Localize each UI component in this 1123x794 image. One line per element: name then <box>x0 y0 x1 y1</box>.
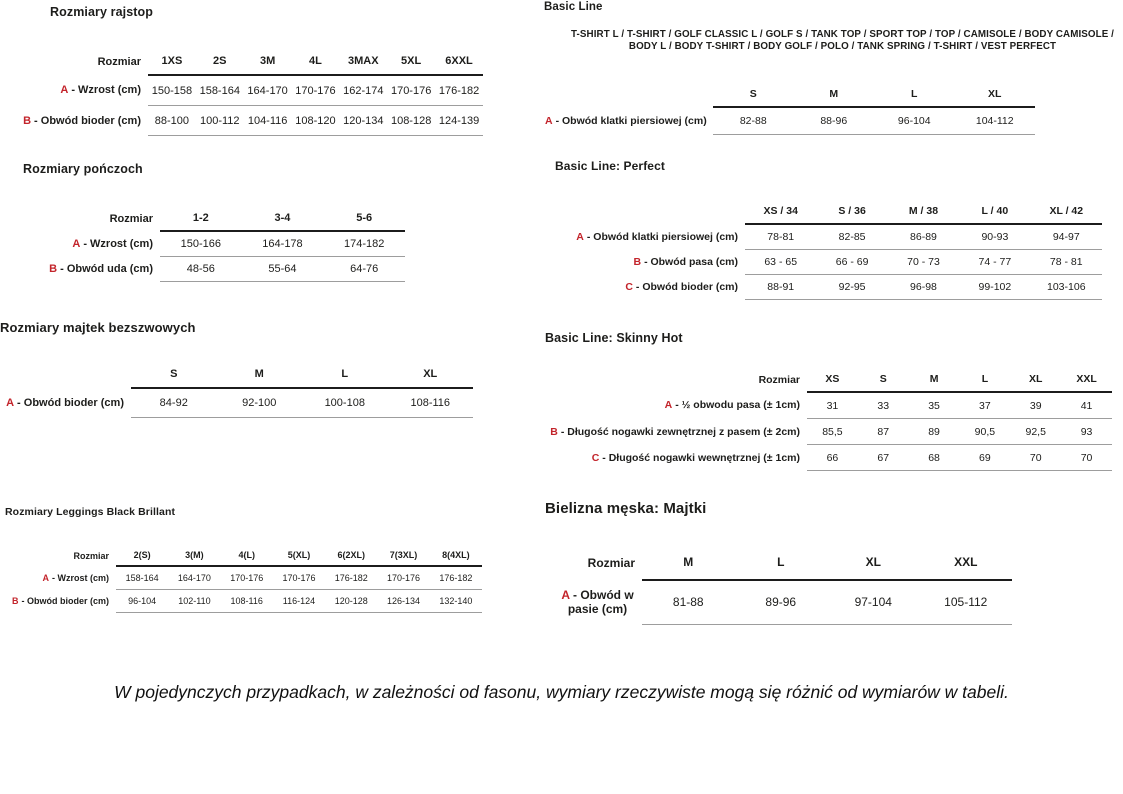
section-bielizna-meska-majtki <box>540 500 1123 625</box>
size-value-cell: 55-64 <box>242 257 324 282</box>
size-value-cell: 108-116 <box>388 388 474 418</box>
size-value-cell: 82-85 <box>816 224 887 250</box>
size-value-cell: 108-128 <box>387 106 435 136</box>
section-basic-line-perfect <box>540 159 1123 300</box>
row-label <box>545 419 807 445</box>
size-column-header: 5-6 <box>323 212 405 231</box>
size-value-cell: 96-104 <box>116 590 168 613</box>
table-row <box>3 75 483 106</box>
size-column-header: XS <box>807 373 858 392</box>
size-value-cell: 150-158 <box>148 75 196 106</box>
section-basic-line <box>540 1 1123 135</box>
size-column-header: 1-2 <box>160 212 242 231</box>
size-table-perfect <box>548 205 1102 300</box>
header-row <box>0 368 473 388</box>
size-value-cell: 108-120 <box>292 106 340 136</box>
size-value-cell: 35 <box>909 392 960 419</box>
table-row <box>545 445 1112 471</box>
size-value-cell: 90-93 <box>959 224 1030 250</box>
size-value-cell: 67 <box>858 445 909 471</box>
section-title: Basic Line <box>544 1 603 13</box>
size-value-cell: 68 <box>909 445 960 471</box>
size-value-cell: 39 <box>1010 392 1061 419</box>
row-label-text: - Obwód w pasie (cm) <box>567 588 634 616</box>
size-value-cell: 93 <box>1061 419 1112 445</box>
section-rozmiary-rajstop <box>0 5 525 136</box>
section-title: Bielizna męska: Majtki <box>545 500 707 517</box>
row-letter: B <box>633 256 642 268</box>
size-column-header: 8(4XL) <box>430 550 482 566</box>
size-value-cell: 120-128 <box>325 590 377 613</box>
header-rozmiar-label: Rozmiar <box>758 373 800 386</box>
left-column <box>0 0 525 660</box>
header-rozmiar-label: Rozmiar <box>587 555 635 570</box>
size-column-header: L <box>874 88 955 107</box>
size-value-cell: 96-98 <box>888 275 959 300</box>
size-value-cell: 170-176 <box>387 75 435 106</box>
size-value-cell: 116-124 <box>273 590 325 613</box>
size-table-skinny-hot <box>545 373 1112 471</box>
header-row <box>15 212 405 231</box>
row-label <box>15 231 160 257</box>
size-value-cell: 70 <box>1010 445 1061 471</box>
row-label-text: - ½ obwodu pasa (± 1cm) <box>675 399 800 412</box>
section-rozmiary-leggings <box>0 506 525 613</box>
size-value-cell: 41 <box>1061 392 1112 419</box>
size-value-cell: 92-100 <box>217 388 303 418</box>
size-table-ponczochy <box>15 212 405 282</box>
size-value-cell: 100-108 <box>302 388 388 418</box>
size-column-header: S / 36 <box>816 205 887 224</box>
right-column <box>540 0 1123 660</box>
section-title: Rozmiary majtek bezszwowych <box>0 320 196 335</box>
row-label-text: - Obwód pasa (cm) <box>644 256 738 268</box>
size-value-cell: 104-112 <box>955 107 1036 135</box>
size-value-cell: 85,5 <box>807 419 858 445</box>
row-label <box>545 107 713 135</box>
size-value-cell: 99-102 <box>959 275 1030 300</box>
header-row <box>545 88 1035 107</box>
row-label <box>548 250 745 275</box>
size-table-basic-line <box>545 88 1035 135</box>
row-label-text: - Obwód bioder (cm) <box>635 281 738 293</box>
size-column-header: S <box>713 88 794 107</box>
size-value-cell: 88-96 <box>794 107 875 135</box>
row-label-text: - Obwód bioder (cm) <box>34 114 141 127</box>
row-letter: A <box>576 230 584 243</box>
size-column-header: 2S <box>196 55 244 75</box>
size-value-cell: 170-176 <box>292 75 340 106</box>
size-column-header: 6(2XL) <box>325 550 377 566</box>
row-label-text: - Wzrost (cm) <box>52 572 109 583</box>
size-value-cell: 104-116 <box>244 106 292 136</box>
header-rozmiar-label <box>0 368 131 388</box>
size-value-cell: 78-81 <box>745 224 816 250</box>
size-value-cell: 66 <box>807 445 858 471</box>
size-value-cell: 78 - 81 <box>1031 250 1102 275</box>
section-title: Rozmiary rajstop <box>50 5 154 19</box>
size-column-header: M <box>909 373 960 392</box>
size-value-cell: 97-104 <box>827 580 920 624</box>
header-row <box>3 55 483 75</box>
row-label-text: - Obwód bioder (cm) <box>21 596 109 606</box>
size-column-header: 4(L) <box>221 550 273 566</box>
size-value-cell: 170-176 <box>273 566 325 590</box>
size-column-header: S <box>858 373 909 392</box>
size-column-header: XL / 42 <box>1031 205 1102 224</box>
size-value-cell: 164-170 <box>168 566 220 590</box>
row-letter: A <box>60 84 69 97</box>
table-row <box>3 106 483 136</box>
size-column-header: S <box>131 368 217 388</box>
table-row <box>15 257 405 282</box>
table-row <box>4 566 482 590</box>
size-value-cell: 94-97 <box>1031 224 1102 250</box>
row-letter: C <box>625 281 633 293</box>
row-label <box>557 580 642 624</box>
header-row <box>548 205 1102 224</box>
section-title: Rozmiary Leggings Black Brillant <box>5 506 176 518</box>
row-label-text: - Wzrost (cm) <box>83 237 153 250</box>
size-value-cell: 89 <box>909 419 960 445</box>
table-row <box>0 388 473 418</box>
size-value-cell: 92,5 <box>1010 419 1061 445</box>
size-column-header: 1XS <box>148 55 196 75</box>
table-row <box>548 224 1102 250</box>
size-column-header: M <box>642 555 735 580</box>
size-value-cell: 158-164 <box>116 566 168 590</box>
row-label <box>4 590 116 613</box>
size-column-header: XS / 34 <box>745 205 816 224</box>
size-value-cell: 100-112 <box>196 106 244 136</box>
table-row <box>15 231 405 257</box>
size-column-header: L <box>735 555 828 580</box>
header-row <box>545 373 1112 392</box>
size-value-cell: 31 <box>807 392 858 419</box>
row-label <box>545 392 807 419</box>
size-column-header: XL <box>827 555 920 580</box>
size-value-cell: 164-178 <box>242 231 324 257</box>
section-rozmiary-ponczoch <box>0 162 525 282</box>
size-column-header: 3MAX <box>339 55 387 75</box>
size-table-majtki-bezszwowe <box>0 368 473 418</box>
size-column-header: L / 40 <box>959 205 1030 224</box>
table-row <box>548 250 1102 275</box>
size-column-header: 4L <box>292 55 340 75</box>
size-value-cell: 37 <box>959 392 1010 419</box>
size-table-majtki-meskie <box>557 555 1012 625</box>
size-column-header: M <box>794 88 875 107</box>
table-row <box>557 580 1012 624</box>
table-row <box>545 392 1112 419</box>
size-value-cell: 150-166 <box>160 231 242 257</box>
size-column-header: XXL <box>1061 373 1112 392</box>
size-value-cell: 64-76 <box>323 257 405 282</box>
footer-note: W pojedynczych przypadkach, w zależności od fasonu, wymiary rzeczywiste mogą się różnić od wymiarów w tabeli. <box>114 682 1009 702</box>
row-label-text: - Długość nogawki zewnętrznej z pasem (± 2cm) <box>560 425 800 438</box>
size-value-cell: 89-96 <box>735 580 828 624</box>
size-column-header: 3(M) <box>168 550 220 566</box>
size-value-cell: 82-88 <box>713 107 794 135</box>
size-column-header: 7(3XL) <box>377 550 429 566</box>
size-value-cell: 170-176 <box>221 566 273 590</box>
header-rozmiar-label: Rozmiar <box>109 212 153 225</box>
row-letter: C <box>591 451 600 464</box>
size-value-cell: 92-95 <box>816 275 887 300</box>
row-letter: A <box>664 399 673 412</box>
header-row <box>4 550 482 566</box>
size-value-cell: 96-104 <box>874 107 955 135</box>
size-value-cell: 176-182 <box>430 566 482 590</box>
row-label <box>0 388 131 418</box>
row-letter: B <box>12 596 19 606</box>
size-column-header: L <box>302 368 388 388</box>
size-value-cell: 108-116 <box>221 590 273 613</box>
size-value-cell: 88-100 <box>148 106 196 136</box>
row-letter: A <box>545 114 553 127</box>
size-value-cell: 90,5 <box>959 419 1010 445</box>
section-title: Basic Line: Perfect <box>555 159 665 173</box>
size-value-cell: 74 - 77 <box>959 250 1030 275</box>
header-rozmiar-label: Rozmiar <box>73 550 109 561</box>
size-value-cell: 103-106 <box>1031 275 1102 300</box>
row-label <box>548 224 745 250</box>
size-value-cell: 105-112 <box>920 580 1013 624</box>
size-value-cell: 176-182 <box>435 75 483 106</box>
table-row <box>545 107 1035 135</box>
table-row <box>545 419 1112 445</box>
table-row <box>548 275 1102 300</box>
size-value-cell: 48-56 <box>160 257 242 282</box>
header-rozmiar-label: Rozmiar <box>97 55 141 68</box>
row-label <box>3 75 148 106</box>
size-column-header: XXL <box>920 555 1013 580</box>
size-value-cell: 126-134 <box>377 590 429 613</box>
size-value-cell: 102-110 <box>168 590 220 613</box>
size-column-header: L <box>959 373 1010 392</box>
row-letter: A <box>6 396 15 409</box>
size-value-cell: 164-170 <box>244 75 292 106</box>
row-label-text: - Obwód klatki piersiowej (cm) <box>586 230 738 243</box>
size-value-cell: 158-164 <box>196 75 244 106</box>
size-column-header: XL <box>1010 373 1061 392</box>
header-rozmiar-label <box>548 205 745 224</box>
size-column-header: 2(S) <box>116 550 168 566</box>
size-value-cell: 174-182 <box>323 231 405 257</box>
size-value-cell: 69 <box>959 445 1010 471</box>
size-value-cell: 120-134 <box>339 106 387 136</box>
size-value-cell: 84-92 <box>131 388 217 418</box>
row-letter: B <box>23 114 32 127</box>
size-value-cell: 170-176 <box>377 566 429 590</box>
size-value-cell: 70 - 73 <box>888 250 959 275</box>
size-value-cell: 86-89 <box>888 224 959 250</box>
size-column-header: XL <box>388 368 474 388</box>
size-value-cell: 70 <box>1061 445 1112 471</box>
size-table-leggings <box>4 550 482 613</box>
row-letter: B <box>550 425 558 438</box>
size-value-cell: 124-139 <box>435 106 483 136</box>
size-column-header: XL <box>955 88 1036 107</box>
size-column-header: M <box>217 368 303 388</box>
size-value-cell: 81-88 <box>642 580 735 624</box>
row-letter: A <box>42 572 49 583</box>
size-table-rajstopy <box>3 55 483 136</box>
row-label <box>15 257 160 282</box>
size-value-cell: 162-174 <box>339 75 387 106</box>
row-letter: B <box>49 263 58 275</box>
section-rozmiary-majtek-bezszwowych <box>0 320 525 418</box>
section-title: Rozmiary pończoch <box>23 162 143 176</box>
size-column-header: M / 38 <box>888 205 959 224</box>
row-label <box>4 566 116 590</box>
row-letter: A <box>72 237 81 250</box>
size-value-cell: 176-182 <box>325 566 377 590</box>
size-value-cell: 87 <box>858 419 909 445</box>
size-value-cell: 63 - 65 <box>745 250 816 275</box>
size-column-header: 3-4 <box>242 212 324 231</box>
table-row <box>4 590 482 613</box>
header-rozmiar-label <box>545 88 713 107</box>
section-basic-line-skinny-hot <box>540 331 1123 471</box>
size-value-cell: 33 <box>858 392 909 419</box>
size-value-cell: 88-91 <box>745 275 816 300</box>
header-row <box>557 555 1012 580</box>
row-label-text: - Obwód uda (cm) <box>60 263 153 275</box>
row-label-text: - Wzrost (cm) <box>71 84 141 97</box>
size-column-header: 6XXL <box>435 55 483 75</box>
size-column-header: 5(XL) <box>273 550 325 566</box>
row-label <box>3 106 148 136</box>
size-value-cell: 66 - 69 <box>816 250 887 275</box>
size-value-cell: 132-140 <box>430 590 482 613</box>
size-column-header: 3M <box>244 55 292 75</box>
row-label <box>548 275 745 300</box>
row-label-text: - Obwód klatki piersiowej (cm) <box>555 114 707 127</box>
row-label-text: - Długość nogawki wewnętrznej (± 1cm) <box>602 451 800 464</box>
row-label-text: - Obwód bioder (cm) <box>17 396 124 409</box>
row-label <box>545 445 807 471</box>
product-list: T-SHIRT L / T-SHIRT / GOLF CLASSIC L / GOLF S / TANK TOP / SPORT TOP / TOP / CAMISOLE / BODY CAMISOLE / BODY L / BODY T-SHIRT / BODY GOLF / POLO / TANK SPRING / T-SHIRT / VEST PERFECT <box>570 29 1114 52</box>
row-letter: A <box>561 588 570 602</box>
section-title: Basic Line: Skinny Hot <box>545 331 683 345</box>
size-column-header: 5XL <box>387 55 435 75</box>
